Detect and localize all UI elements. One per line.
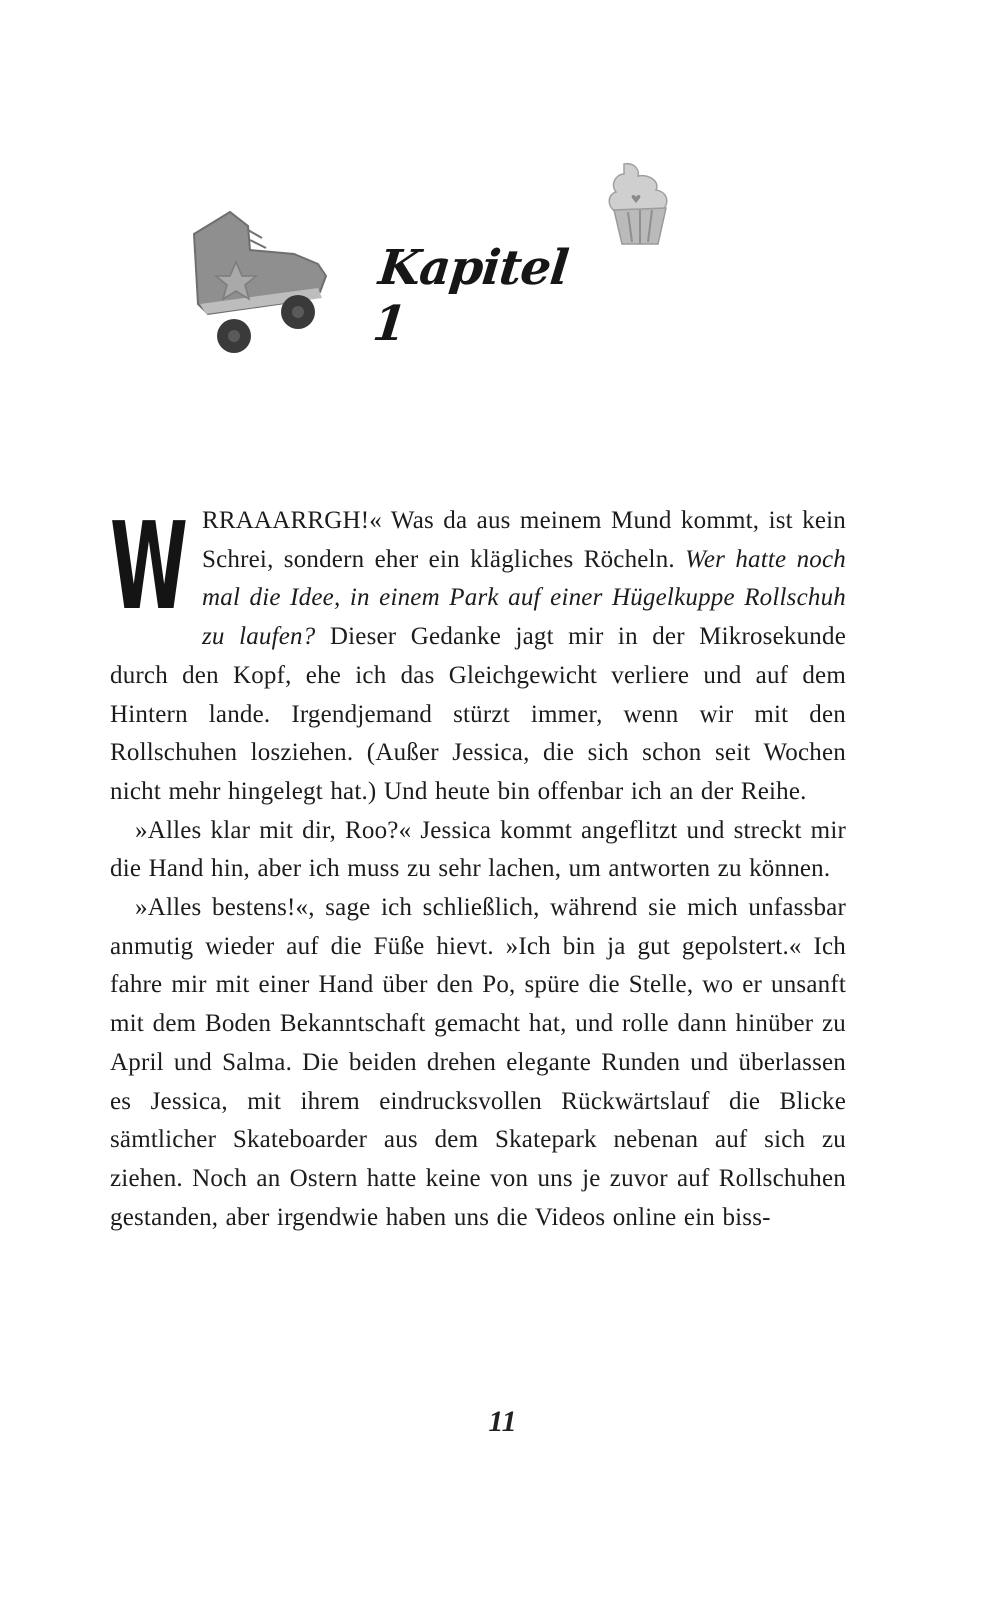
paragraph-1-rest: Dieser Gedanke jagt mir in der Mikrosekunde durch den Kopf, ehe ich das Gleichgewicht verliere und auf dem Hintern lande. Irgendjemand stürzt immer, wenn wir mit den Rollschuhen losziehen. (Außer Jessica, die sich schon seit Wochen nicht mehr hingelegt hat.) Und heute bin offenbar ich an der Reihe.: [110, 623, 846, 805]
paragraph-1-lead: RRAAARRGH!« Was da aus meinem Mund kommt, ist kein Schrei, sondern eher ein klägliches Röcheln.: [202, 507, 846, 573]
drop-cap-letter-w: [110, 498, 188, 637]
page-number: 11: [488, 1405, 517, 1438]
body-text: [110, 498, 846, 1237]
paragraph-3: »Alles bestens!«, sage ich schließlich, während sie mich unfassbar anmutig wieder auf die Füße hievt. »Ich bin ja gut gepolstert.« Ich fahre mir mit einer Hand über den Po, spüre die Stelle, wo er unsanft mit dem Boden Bekanntschaft gemacht hat, und rolle dann hinüber zu April und Salma. Die beiden drehen elegante Runden und überlassen es Jessica, mit ihrem eindrucksvollen Rückwärtslauf die Blicke sämtlicher Skateboarder aus dem Skatepark nebenan auf sich zu ziehen. Noch an Ostern hatte keine von uns je zuvor auf Rollschuhen gestanden, aber irgendwie haben uns die Videos online ein biss-: [110, 894, 846, 1231]
cupcake-icon: [604, 160, 676, 246]
drop-cap: [110, 498, 188, 637]
chapter-title: Kapitel 1: [370, 240, 571, 352]
paragraph-1: [110, 498, 846, 812]
paragraph-2: »Alles klar mit dir, Roo?« Jessica kommt angeflitzt und streckt mir die Hand hin, aber ich muss zu sehr lachen, um antworten zu können.: [110, 816, 846, 883]
svg-text:W: W: [110, 498, 188, 637]
paragraph-1-italic: Wer hatte noch mal die Idee, in einem Park auf einer Hügelkuppe Rollschuh zu laufen?: [202, 545, 846, 651]
roller-skate-icon: [186, 208, 336, 360]
